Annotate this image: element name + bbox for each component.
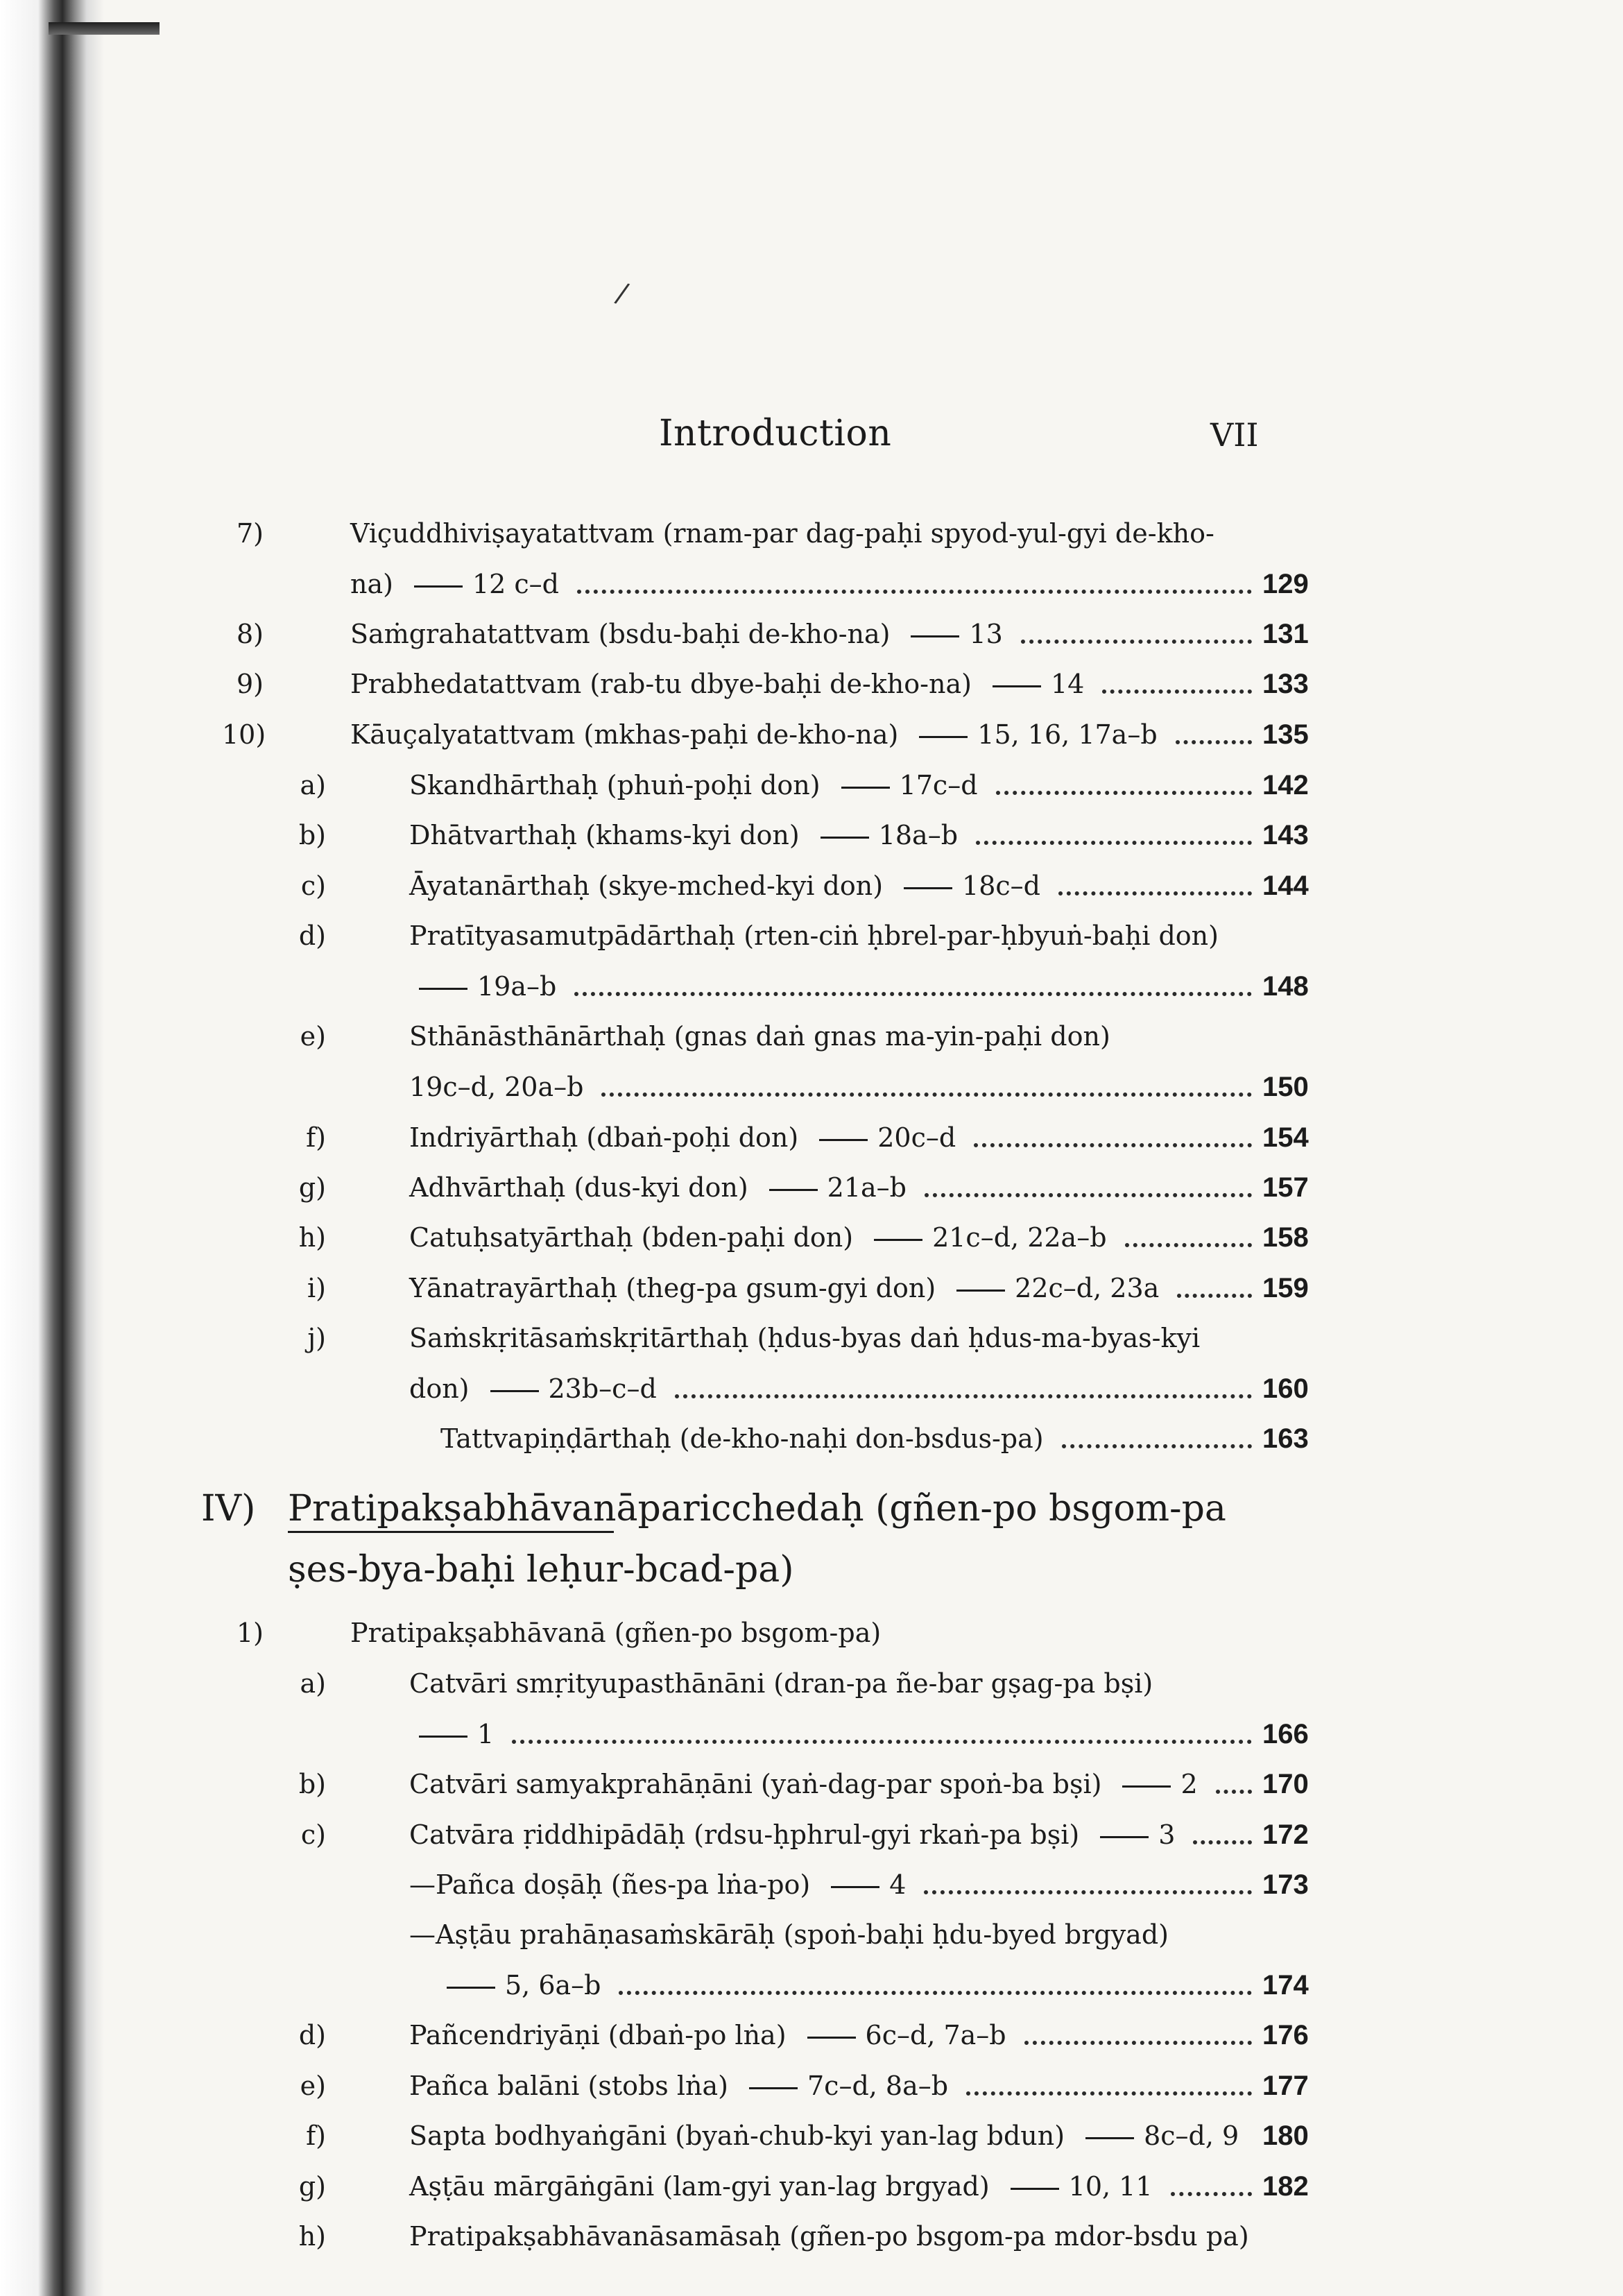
em-dash-rule	[769, 1189, 818, 1191]
dot-leader	[1058, 891, 1252, 896]
toc-entry-page: 142	[1262, 770, 1309, 800]
toc-entry-ref-text: 15, 16, 17a–b	[977, 719, 1158, 750]
toc-entry-ref	[409, 1717, 494, 1751]
toc-entry-title: Āyatanārthaḥ (skye-mched-kyi don)	[409, 871, 884, 901]
toc-entry-ref	[894, 869, 1040, 902]
toc-entry-ref	[409, 970, 556, 1003]
toc-entry-number: e)	[300, 1021, 326, 1052]
em-dash-rule	[447, 1987, 495, 1989]
em-dash-rule	[919, 736, 968, 738]
dot-leader	[1024, 2041, 1252, 2045]
toc-entry-title: Tattvapiṇḍārthaḥ (de-kho-naḥi don-bsdus-pa)	[440, 1423, 1044, 1454]
toc-entry-title: Pañcendriyāṇi (dbaṅ-po lṅa)	[409, 2020, 787, 2050]
toc-entry-ref-text: 5, 6a–b	[505, 1970, 601, 2001]
toc-entry-number: d)	[298, 2020, 326, 2050]
toc-entry-ref-text: 20c–d	[877, 1122, 956, 1153]
dot-leader	[1177, 1294, 1252, 1298]
toc-entry-ref	[759, 1171, 907, 1204]
dot-leader	[996, 791, 1252, 795]
toc-entry-ref	[1090, 1818, 1175, 1851]
em-dash-rule	[749, 2087, 798, 2089]
toc-entry-number: f)	[306, 2121, 326, 2151]
toc-entry-title: Pratipakṣabhāvanāsamāsaḥ (gñen-po bsgom-pa mdor-bsdu pa)	[409, 2221, 1249, 2252]
toc-entry-title: na)	[350, 569, 393, 599]
em-dash-rule	[490, 1390, 539, 1392]
em-dash-rule	[819, 1139, 868, 1141]
toc-entry-ref	[983, 667, 1084, 701]
em-dash-rule	[1100, 1836, 1149, 1838]
toc-entry-title: —Pañca doṣāḥ (ñes-pa lṅa-po)	[409, 1869, 811, 1900]
toc-entry-title: Sapta bodhyaṅgāni (byaṅ-chub-kyi yan-lag bdun)	[409, 2121, 1065, 2151]
toc-entry-number: j)	[307, 1323, 326, 1353]
toc-entry-ref-text: 22c–d, 23a	[1015, 1273, 1160, 1303]
toc-entry-number: d)	[298, 920, 326, 951]
toc-entry-ref	[404, 567, 559, 601]
toc-entry-ref	[901, 617, 1002, 651]
toc-entry-page: 163	[1262, 1423, 1309, 1454]
toc-entry-ref-text: 17c–d	[899, 770, 978, 800]
running-header-title: Introduction	[659, 413, 892, 454]
toc-entry-title: don)	[409, 1373, 470, 1404]
book-spine-shadow	[0, 0, 104, 2296]
toc-entry-page: 157	[1262, 1172, 1309, 1203]
toc-entry-number: b)	[298, 820, 326, 850]
dot-leader	[974, 1143, 1252, 1147]
toc-entry-ref-text: 12 c–d	[472, 569, 559, 599]
toc-entry-page: 135	[1262, 719, 1309, 750]
dot-leader	[966, 2091, 1252, 2096]
em-dash-rule	[419, 1736, 467, 1738]
dot-leader	[512, 1740, 1252, 1744]
em-dash-rule	[993, 685, 1041, 687]
toc-entry-page: 143	[1262, 820, 1309, 850]
em-dash-rule	[956, 1290, 1005, 1292]
toc-entry-ref-text: 1	[477, 1719, 495, 1749]
toc-entry-number: i)	[307, 1273, 326, 1303]
toc-entry-ref-text: 18a–b	[878, 820, 959, 850]
toc-entry-title: Skandhārthaḥ (phuṅ-poḥi don)	[409, 770, 821, 800]
toc-entry-number: h)	[298, 1222, 326, 1253]
toc-entry-ref	[437, 1969, 601, 2002]
toc-entry-number: 7)	[236, 518, 264, 549]
dot-leader	[1193, 1840, 1252, 1844]
toc-entry-page: 150	[1262, 1072, 1309, 1102]
toc-entry-ref	[739, 2069, 948, 2102]
em-dash-rule	[841, 787, 890, 789]
toc-entry-number: g)	[298, 2171, 326, 2202]
toc-entry-title: Catvāri smṛityupasthānāni (dran-pa ñe-bar gṣag-pa bṣi)	[409, 1668, 1153, 1699]
toc-entry-number: c)	[300, 1819, 326, 1850]
dot-leader	[925, 1193, 1252, 1197]
toc-entry-number: a)	[300, 1668, 326, 1699]
toc-entry-title: Pratipakṣabhāvanā (gñen-po bsgom-pa)	[350, 1618, 882, 1648]
toc-entry-number: b)	[298, 1769, 326, 1799]
toc-entry-ref	[909, 718, 1157, 751]
toc-entry-title: Adhvārthaḥ (dus-kyi don)	[409, 1172, 748, 1203]
toc-entry-title: Aṣṭāu mārgāṅgāni (lam-gyi yan-lag brgyad)	[409, 2171, 990, 2202]
toc-entry-ref	[811, 819, 958, 852]
dot-leader	[574, 992, 1252, 996]
running-header-page-number: VII	[1210, 416, 1259, 454]
em-dash-rule	[821, 837, 869, 839]
toc-entry-page: 129	[1262, 569, 1309, 599]
toc-entry-title: Viçuddhiviṣayatattvam (rnam-par dag-paḥi spyod-yul-gyi de-kho-	[350, 518, 1214, 549]
dot-leader	[601, 1093, 1252, 1097]
toc-entry-title: Sthānāsthānārthaḥ (gnas daṅ gnas ma-yin-paḥi don)	[409, 1021, 1110, 1052]
toc-entry-ref	[1113, 1767, 1197, 1801]
toc-entry-ref	[832, 769, 978, 802]
toc-entry-title: Prabhedatattvam (rab-tu dbye-baḥi de-kho-na)	[350, 669, 972, 699]
dot-leader	[976, 841, 1252, 845]
toc-entry-number: f)	[306, 1122, 326, 1153]
toc-entry-ref-text: 10, 11	[1068, 2171, 1153, 2202]
toc-entry-title: Saṁgrahatattvam (bsdu-baḥi de-kho-na)	[350, 619, 891, 649]
dot-leader	[1102, 689, 1252, 694]
section-heading-underline	[288, 1531, 614, 1533]
dot-leader	[924, 1890, 1252, 1894]
toc-entry-ref-text: 14	[1050, 669, 1085, 699]
toc-entry-page: 172	[1262, 1819, 1309, 1850]
toc-entry-ref	[1001, 2170, 1153, 2203]
book-spine-top-edge	[49, 22, 160, 35]
toc-entry-ref-text: 2	[1180, 1769, 1198, 1799]
toc-entry-page: 180	[1262, 2121, 1309, 2151]
toc-entry-number: c)	[300, 871, 326, 901]
dot-leader	[577, 590, 1252, 594]
dot-leader	[1216, 1790, 1252, 1794]
section-heading-number: IV)	[201, 1488, 256, 1530]
toc-entry-page: 176	[1262, 2020, 1309, 2050]
toc-entry-ref-text: 21a–b	[827, 1172, 907, 1203]
em-dash-rule	[414, 585, 463, 588]
em-dash-rule	[1011, 2188, 1059, 2190]
dot-leader	[675, 1394, 1252, 1398]
toc-entry-page: 144	[1262, 871, 1309, 901]
dot-leader	[1062, 1444, 1252, 1448]
dot-leader	[1021, 640, 1252, 644]
toc-entry-title: Pañca balāni (stobs lṅa)	[409, 2071, 728, 2101]
em-dash-rule	[831, 1886, 879, 1888]
section-heading-title-line2: ṣes-bya-baḥi leḥur-bcad-pa)	[288, 1549, 794, 1591]
toc-entry-ref-text: 23b–c–d	[548, 1373, 657, 1404]
section-heading-title-line1	[288, 1488, 1226, 1530]
toc-entry-title: Indriyārthaḥ (dbaṅ-poḥi don)	[409, 1122, 799, 1153]
stray-pencil-mark: /	[612, 277, 632, 310]
toc-entry-number: 1)	[236, 1618, 264, 1648]
toc-entry-title: Catuḥsatyārthaḥ (bden-paḥi don)	[409, 1222, 854, 1253]
toc-entry-page: 173	[1262, 1869, 1309, 1900]
toc-entry-ref	[864, 1221, 1106, 1254]
toc-entry-page: 174	[1262, 1970, 1309, 2001]
toc-entry-number: 8)	[236, 619, 264, 649]
toc-entry-ref	[798, 2019, 1006, 2052]
toc-entry-ref-text: 4	[889, 1869, 907, 1900]
toc-entry-title: Kāuçalyatattvam (mkhas-paḥi de-kho-na)	[350, 719, 899, 750]
toc-entry-ref-text: 18c–d	[962, 871, 1040, 901]
toc-entry-title: Yānatrayārthaḥ (theg-pa gsum-gyi don)	[409, 1273, 936, 1303]
toc-entry-page: 166	[1262, 1719, 1309, 1749]
toc-entry-page: 148	[1262, 971, 1309, 1002]
toc-entry-number: 10)	[222, 719, 266, 750]
toc-entry-title: Dhātvarthaḥ (khams-kyi don)	[409, 820, 800, 850]
toc-entry-title: Pratītyasamutpādārthaḥ (rten-ciṅ ḥbrel-par-ḥbyuṅ-baḥi don)	[409, 920, 1219, 951]
toc-entry-ref	[1076, 2119, 1239, 2152]
em-dash-rule	[911, 635, 959, 637]
toc-entry-number: g)	[298, 1172, 326, 1203]
toc-entry-page: 159	[1262, 1273, 1309, 1303]
toc-entry-ref-text: 19a–b	[477, 971, 557, 1002]
toc-entry-number: a)	[300, 770, 326, 800]
toc-entry-page: 154	[1262, 1122, 1309, 1153]
dot-leader	[1171, 2192, 1252, 2196]
toc-entry-ref	[809, 1121, 956, 1154]
toc-entry-page: 133	[1262, 669, 1309, 699]
em-dash-rule	[1122, 1785, 1171, 1788]
toc-entry-ref	[821, 1868, 906, 1901]
toc-entry-page: 182	[1262, 2171, 1309, 2202]
toc-entry-ref-text: 8c–d, 9	[1144, 2121, 1239, 2151]
toc-entry-page: 158	[1262, 1222, 1309, 1253]
toc-entry-ref-text: 6c–d, 7a–b	[865, 2020, 1006, 2050]
em-dash-rule	[419, 988, 467, 990]
toc-entry-page: 160	[1262, 1373, 1309, 1404]
toc-entry-ref-text: 13	[969, 619, 1003, 649]
toc-entry-ref-text: 21c–d, 22a–b	[932, 1222, 1107, 1253]
toc-entry-page: 131	[1262, 619, 1309, 649]
em-dash-rule	[1085, 2137, 1134, 2139]
em-dash-rule	[807, 2037, 856, 2039]
toc-entry-title: —Aṣṭāu prahāṇasaṁskārāḥ (spoṅ-baḥi ḥdu-byed brgyad)	[409, 1919, 1169, 1950]
em-dash-rule	[874, 1239, 922, 1241]
toc-entry-page: 177	[1262, 2071, 1309, 2101]
toc-entry-page: 170	[1262, 1769, 1309, 1799]
toc-entry-title: Catvāri samyakprahāṇāni (yaṅ-dag-par spoṅ-ba bṣi)	[409, 1769, 1102, 1799]
toc-entry-number: 9)	[236, 669, 264, 699]
dot-leader	[619, 1991, 1252, 1995]
dot-leader	[1125, 1243, 1252, 1247]
toc-entry-ref	[481, 1372, 657, 1405]
toc-entry-ref-text: 7c–d, 8a–b	[807, 2071, 949, 2101]
toc-entry-number: e)	[300, 2071, 326, 2101]
section-heading-title-line1-text: Pratipakṣabhāvanāparicchedaḥ (gñen-po bsgom-pa	[288, 1488, 1226, 1530]
dot-leader	[1176, 740, 1252, 744]
toc-entry-title: Catvāra ṛiddhipādāḥ (rdsu-ḥphrul-gyi rkaṅ-pa bṣi)	[409, 1819, 1080, 1850]
toc-entry-number: h)	[298, 2221, 326, 2252]
toc-entry-ref-text: 3	[1158, 1819, 1176, 1850]
toc-entry-ref	[947, 1271, 1159, 1305]
toc-entry-title: Saṁskṛitāsaṁskṛitārthaḥ (ḥdus-byas daṅ ḥdus-ma-byas-kyi	[409, 1323, 1201, 1353]
toc-entry-title: 19c–d, 20a–b	[409, 1072, 584, 1102]
em-dash-rule	[904, 887, 952, 889]
